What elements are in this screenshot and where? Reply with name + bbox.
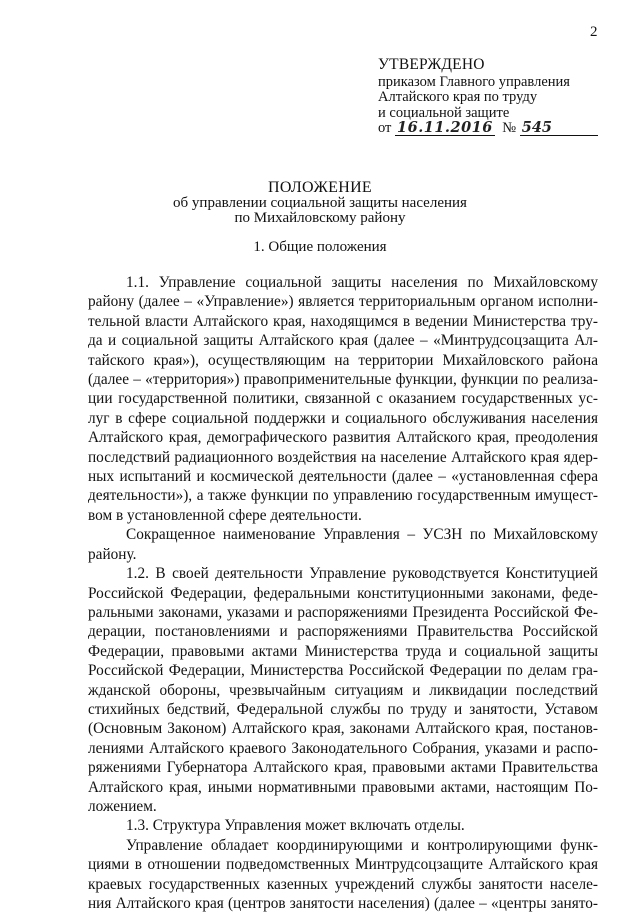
title-line: об управлении социальной защиты населения [173,194,467,211]
paragraph-line: (Основным Законом) Алтайского края, законами Алтайского края, постанов- [88,720,598,738]
paragraph-line: Управление обладает координирующими и контролирующими функ- [126,836,598,854]
paragraph-line: Сокращенное наименование Управления – УСЗН по Михайловскому [126,526,598,544]
paragraph-line: ральными законами, указами и распоряжениями Президента Российской Фе- [88,603,598,621]
paragraph-line: ряжениями Губернатора Алтайского края, правовыми актами Правительства [88,759,598,777]
approval-heading: УТВЕРЖДЕНО [378,56,485,73]
paragraph-line: Федерации, правовыми актами Министерства труда и социальной защиты [88,642,598,660]
paragraph-line: (далее – «территория») правоприменительные функции, функции по реализа- [88,371,598,389]
paragraph-line: лениями Алтайского краевого Законодательного Собрания, указами и распо- [88,739,598,757]
page-number: 2 [590,24,598,40]
paragraph-line: последствий радиационного воздействия на население Алтайского края ядер- [88,448,598,466]
number-prefix: № [502,120,517,136]
paragraph-line: ния Алтайского края (центров занятости населения) (далее – «центры занято- [88,895,598,912]
paragraph-line: дерации, постановлениями и распоряжениями Правительства Российской [88,623,598,641]
handwritten-date: 16.11.2016 [395,121,495,136]
paragraph-line: 1.2. В своей деятельности Управление руководствуется Конституцией [126,565,598,583]
paragraph-line: Российской Федерации, федеральными конституционными законами, феде- [88,584,598,602]
paragraph-line: Российской Федерации, Министерства Российской Федерации по делам гра- [88,662,598,680]
paragraph-line: Алтайского края, иными нормативными правовыми актами, настоящим По- [88,778,598,796]
date-prefix: от [378,120,392,136]
paragraph-line: деятельности»), а также функции по управлению государственным имущест- [88,487,598,505]
paragraph-line: 1.1. Управление социальной защиты населения по Михайловскому [126,274,598,291]
document-body [88,273,598,913]
paragraph [88,273,598,525]
paragraph-line: жданской обороны, чрезвычайным ситуациям и ликвидации последствий [88,681,598,699]
paragraph-line: ции государственной политики, связанной с оказанием государственных ус- [88,390,598,408]
paragraph-line: циями в отношении подведомственных Минтрудсоцзащите Алтайского края [88,856,598,874]
handwritten-order-number: 545 [520,121,598,136]
approval-date-number-line [378,121,618,137]
paragraph-line: тайского края»), осуществляющим на территории Михайловского района [88,351,598,369]
paragraph-line: ложением. [88,797,157,815]
paragraph-line: луг в сфере социальной поддержки и социального обслуживания населения [88,409,598,427]
paragraph-line: да и социальной защиты Алтайского края (далее – «Минтрудсоцзащита Ал- [88,332,598,350]
approval-line: приказом Главного управления [378,73,570,90]
paragraph-line: вом в установленной сфере деятельности. [88,506,362,524]
approval-line: Алтайского края по труду [378,89,538,105]
paragraph [88,816,598,835]
paragraph [88,525,598,564]
document-title [0,180,640,227]
paragraph [88,564,598,816]
paragraph-line: району. [88,545,137,563]
approval-line: и социальной защите [378,104,510,121]
paragraph-line: краевых государственных казенных учреждений службы занятости населе- [88,875,598,893]
paragraph-line: тельной власти Алтайского края, находящимся в ведении Министерства тру- [88,312,598,330]
approval-stamp-block [378,57,618,137]
paragraph-line: стихийных бедствий, Федеральной службы по труду и занятости, Уставом [88,700,598,718]
paragraph-line: Алтайского края, демографического развития Алтайского края, преодоления [88,429,598,447]
title-line: по Михайловскому району [234,210,406,226]
paragraph-line: ных испытаний и космической деятельности (далее – «установленная сфера [88,468,598,486]
title-main: ПОЛОЖЕНИЕ [267,179,372,196]
paragraph [88,836,598,913]
paragraph-line: району (далее – «Управление») является территориальным органом исполни- [88,293,598,311]
section-heading: 1. Общие положения [253,239,387,255]
paragraph-line: 1.3. Структура Управления может включать отделы. [126,817,465,835]
